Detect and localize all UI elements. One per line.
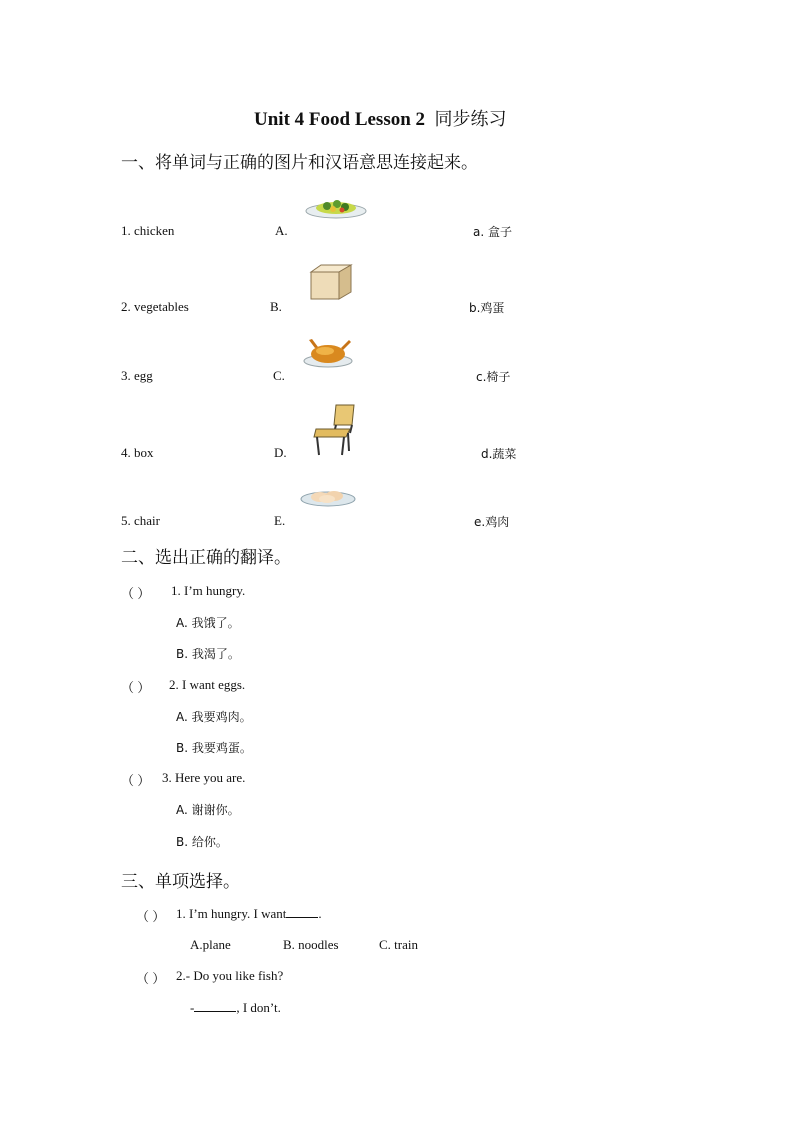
- section-1-heading: 一、将单词与正确的图片和汉语意思连接起来。: [121, 153, 478, 173]
- question-2-option-b: B. 我要鸡蛋。: [176, 741, 252, 755]
- eggs-plate-icon: [300, 486, 356, 508]
- page-title: [254, 105, 507, 131]
- roast-chicken-icon: [303, 336, 353, 368]
- question-3-text: 3. Here you are.: [162, 770, 246, 785]
- question-2-text: 2. I want eggs.: [169, 677, 246, 692]
- answer-paren-q2: （ ）: [121, 680, 151, 695]
- s3-answer-prefix: -: [190, 1000, 195, 1015]
- question-1-option-a: A. 我饿了。: [176, 616, 240, 630]
- picture-label-a: A.: [275, 223, 288, 238]
- title-chinese: 同步练习: [434, 109, 507, 130]
- question-3-option-b: B. 给你。: [176, 835, 228, 849]
- s3-question-1-text: 1. I’m hungry. I want: [176, 906, 287, 921]
- answer-paren-q1: （ ）: [121, 586, 151, 601]
- section-2-heading: 二、选出正确的翻译。: [121, 548, 291, 568]
- word-vegetables: 2. vegetables: [121, 299, 189, 314]
- picture-label-e: E.: [274, 513, 286, 528]
- answer-paren-s3-q2: （ ）: [136, 971, 166, 986]
- s3-question-1: [176, 906, 322, 922]
- word-chair: 5. chair: [121, 513, 160, 528]
- picture-label-d: D.: [274, 445, 287, 460]
- answer-paren-q3: （ ）: [121, 773, 151, 788]
- answer-blank[interactable]: [194, 1001, 236, 1012]
- meaning-e: e.鸡肉: [474, 515, 510, 529]
- title-english: Unit 4 Food Lesson 2: [254, 109, 426, 130]
- answer-blank[interactable]: [286, 907, 318, 918]
- question-1-text: 1. I’m hungry.: [171, 583, 246, 598]
- salad-plate-icon: [305, 196, 367, 220]
- word-chicken: 1. chicken: [121, 223, 175, 238]
- s3-q1-option-b: B. noodles: [283, 937, 339, 952]
- meaning-d: d.蔬菜: [481, 447, 517, 461]
- question-1-option-b: B. 我渴了。: [176, 647, 240, 661]
- meaning-b: b.鸡蛋: [469, 301, 505, 315]
- s3-q1-option-a: A.plane: [190, 937, 231, 952]
- answer-paren-s3-q1: （ ）: [136, 909, 166, 924]
- section-3-heading: 三、单项选择。: [121, 872, 240, 892]
- picture-label-b: B.: [270, 299, 282, 314]
- question-2-option-a: A. 我要鸡肉。: [176, 710, 252, 724]
- chair-icon: [312, 403, 356, 457]
- word-box: 4. box: [121, 445, 154, 460]
- s3-question-2-text: 2.- Do you like fish?: [176, 968, 284, 983]
- s3-question-1-end: .: [318, 906, 322, 921]
- meaning-c: c.椅子: [476, 370, 511, 384]
- s3-question-2-answer: [190, 1000, 281, 1016]
- s3-answer-suffix: , I don’t.: [236, 1000, 281, 1015]
- box-icon: [309, 264, 353, 300]
- s3-q1-option-c: C. train: [379, 937, 418, 952]
- question-3-option-a: A. 谢谢你。: [176, 803, 240, 817]
- picture-label-c: C.: [273, 368, 285, 383]
- meaning-a: a. 盒子: [473, 225, 512, 239]
- word-egg: 3. egg: [121, 368, 153, 383]
